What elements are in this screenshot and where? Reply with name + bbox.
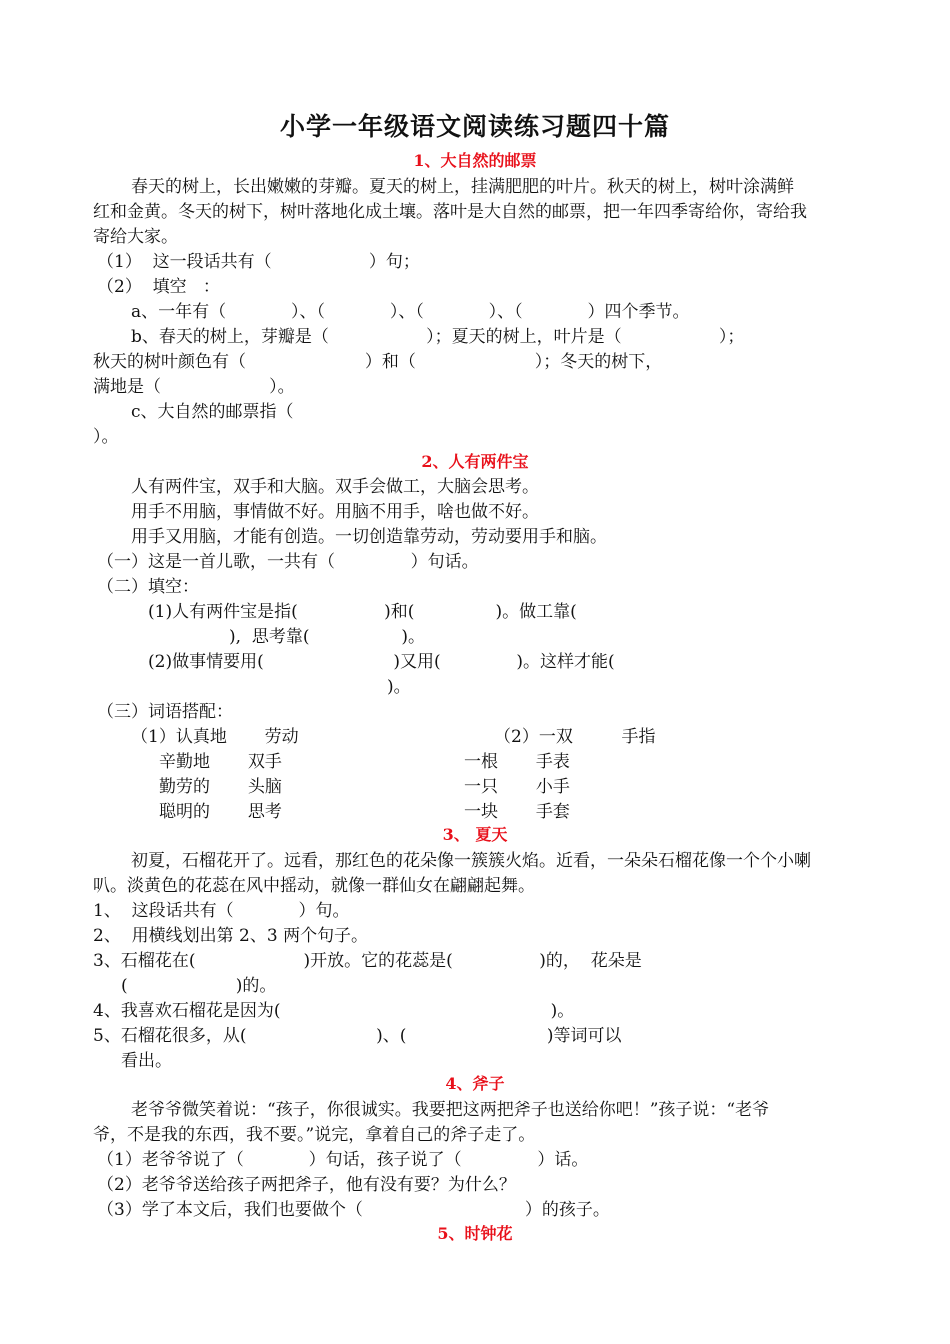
question-line: 4、我喜欢石榴花是因为( )。: [93, 1001, 575, 1021]
matching-right: （2）一双 手指: [494, 727, 656, 747]
passage-line: 用手又用脑，才能有创造。一切创造靠劳动，劳动要用手和脑。: [131, 527, 607, 547]
section-heading-4: 4、斧子: [445, 1074, 505, 1093]
question-line: （3）学了本文后，我们也要做个（ ）的孩子。: [97, 1200, 610, 1220]
section-heading-5: 5、时钟花: [437, 1224, 513, 1243]
question-line: ( )的。: [121, 976, 277, 996]
question-line: （三）词语搭配：: [97, 702, 233, 722]
passage-line: 初夏，石榴花开了。远看，那红色的花朵像一簇簇火焰。近看，一朵朵石榴花像一个个小喇: [131, 851, 811, 871]
question-line: （2） 填空 ：: [97, 277, 220, 297]
section-heading-1: 1、大自然的邮票: [413, 151, 537, 170]
question-line: （二）填空：: [97, 577, 199, 597]
matching-right: 一只 小手: [464, 777, 570, 797]
question-line: )。: [387, 677, 411, 697]
question-line: (2)做事情要用( )又用( )。这样才能(: [148, 652, 615, 672]
passage-line: 人有两件宝，双手和大脑。双手会做工，大脑会思考。: [131, 477, 539, 497]
question-line: 秋天的树叶颜色有（ ）和（ ）；冬天的树下，: [93, 352, 663, 372]
passage-line: 红和金黄。冬天的树下，树叶落地化成土壤。落叶是大自然的邮票，把一年四季寄给你，寄给我: [93, 202, 807, 222]
question-line: 2、 用横线划出第 2、3 两个句子。: [93, 926, 369, 946]
question-line: （1）老爷爷说了（ ）句话，孩子说了（ ）话。: [97, 1150, 589, 1170]
question-line: 1、 这段话共有（ ）句。: [93, 901, 350, 921]
question-line: 看出。: [121, 1051, 172, 1071]
question-line: b、春天的树上，芽瓣是（ ）；夏天的树上，叶片是（ ）；: [131, 327, 745, 347]
passage-line: 爷，不是我的东西，我不要。”说完，拿着自己的斧子走了。: [93, 1125, 536, 1145]
matching-right: 一根 手表: [464, 752, 570, 772]
matching-left: 辛勤地 双手: [159, 752, 282, 772]
question-line: ）。: [93, 427, 119, 447]
section-heading-3: 3、 夏天: [442, 825, 508, 844]
question-line: （一）这是一首儿歌，一共有（ ）句话。: [97, 552, 479, 572]
matching-left: 聪明的 思考: [159, 802, 282, 822]
question-line: a、一年有（ ）、（ ）、（ ）、（ ）四个季节。: [131, 302, 690, 322]
passage-line: 寄给大家。: [93, 227, 178, 247]
passage-line: 叭。淡黄色的花蕊在风中摇动，就像一群仙女在翩翩起舞。: [93, 876, 535, 896]
question-line: ), 思考靠( )。: [229, 627, 425, 647]
passage-line: 用手不用脑，事情做不好。用脑不用手，啥也做不好。: [131, 502, 539, 522]
matching-right: 一块 手套: [464, 802, 570, 822]
matching-left: 勤劳的 头脑: [159, 777, 282, 797]
passage-line: 春天的树上，长出嫩嫩的芽瓣。夏天的树上，挂满肥肥的叶片。秋天的树上，树叶涂满鲜: [131, 177, 794, 197]
question-line: (1)人有两件宝是指( )和( )。做工靠(: [148, 602, 577, 622]
matching-left: （1）认真地 劳动: [131, 727, 299, 747]
page-title: 小学一年级语文阅读练习题四十篇: [279, 112, 670, 141]
question-line: 满地是（ ）。: [93, 377, 295, 397]
section-heading-2: 2、人有两件宝: [421, 452, 529, 471]
question-line: （1） 这一段话共有（ ）句；: [97, 252, 420, 272]
question-line: 5、石榴花很多，从( )、( )等词可以: [93, 1026, 622, 1046]
question-line: c、大自然的邮票指（: [131, 402, 294, 422]
question-line: （2）老爷爷送给孩子两把斧子，他有没有要？为什么？: [97, 1175, 516, 1195]
question-line: 3、石榴花在( )开放。它的花蕊是( )的， 花朵是: [93, 951, 642, 971]
passage-line: 老爷爷微笑着说：“孩子，你很诚实。我要把这两把斧子也送给你吧！”孩子说：“老爷: [131, 1100, 770, 1120]
